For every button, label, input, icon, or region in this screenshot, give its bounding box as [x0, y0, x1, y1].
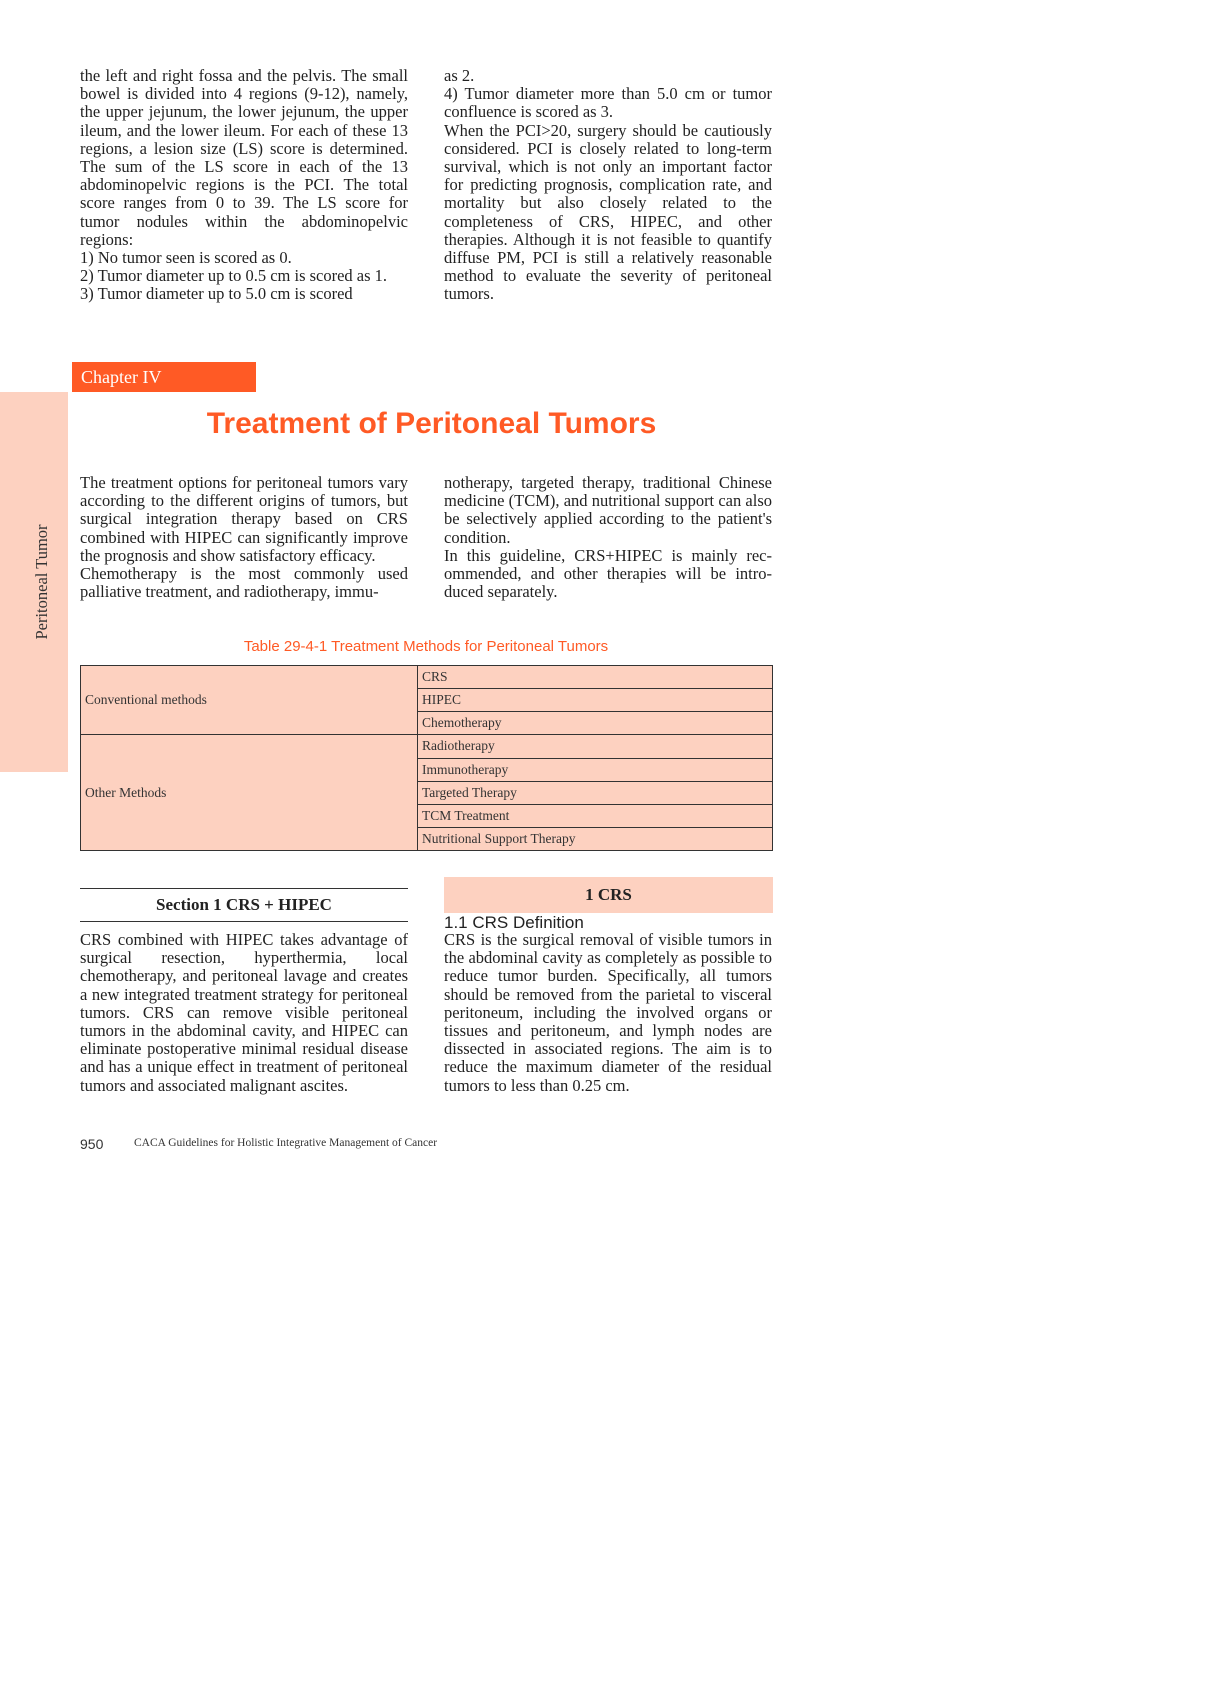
- table-cell: Targeted Therapy: [418, 781, 773, 804]
- page-title: Treatment of Peritoneal Tumors: [206, 407, 657, 440]
- list-item: 3) Tumor diameter up to 5.0 cm is scored: [80, 284, 353, 304]
- list-item: 4) Tumor diameter more than 5.0 cm or tumor confluence is scored as 3.: [444, 84, 772, 122]
- section-heading: Section 1 CRS + HIPEC: [80, 888, 408, 922]
- page-number: 950: [80, 1136, 104, 1152]
- table-cell: Chemotherapy: [418, 712, 773, 735]
- paragraph: Chemotherapy is the most commonly used palliative treatment, and radiotherapy, immu-: [80, 564, 408, 602]
- section1-body: [80, 931, 408, 1095]
- intro-left-column: [80, 474, 408, 601]
- paragraph: the left and right fossa and the pelvis. The small bowel is divided into 4 regions (9-12), namely, the upper jejunum, the lower jejunum, the upper ileum, and the lower ileum. For each of these 13 regions, a lesion size (LS) score is determined. The sum of the LS score in each of the 13 abdominopelvic regions is the PCI. The total score ranges from 0 to 39. The LS score for tumor nodules within the abdominopelvic regions:: [80, 66, 408, 249]
- chapter-label: Chapter IV: [72, 362, 256, 392]
- table-group-label: Other Methods: [81, 735, 418, 851]
- table-cell: TCM Treatment: [418, 804, 773, 827]
- table-cell: CRS: [418, 666, 773, 689]
- paragraph: The treatment options for peritoneal tumors vary according to the different origins of tumors, but surgical integration therapy based on CRS combined with HIPEC can significantly improve the prognosis and show satisfactory efficacy.: [80, 473, 408, 565]
- table-cell: HIPEC: [418, 689, 773, 712]
- intro-right-column: [444, 474, 772, 601]
- top-right-column: [444, 67, 772, 304]
- paragraph: CRS is the surgical removal of visible tumors in the abdominal cavity as completely as possible to reduce tumor burden. Specifically, all tumors should be removed from the parietal to visceral peritoneum, including the involved organs or tissues and peritoneum, and lymph nodes are dissected in associated regions. The aim is to reduce the maximum diameter of the residual tumors to less than 0.25 cm.: [444, 930, 772, 1095]
- paragraph: CRS combined with HIPEC takes advantage of surgical resection, hyperthermia, local chemotherapy, and peritoneal lavage and creates a new integrated treatment strategy for peritoneal tumors. CRS can remove visible peritoneal tumors in the abdominal cavity, and HIPEC can eliminate postoperative minimal residual disease and has a unique effect in treatment of peritoneal tumors and associated malignant ascites.: [80, 930, 408, 1095]
- table-caption: Table 29-4-1 Treatment Methods for Peritoneal Tumors: [243, 638, 609, 655]
- paragraph: notherapy, targeted therapy, traditional Chinese medicine (TCM), and nutritional support can also be selectively applied according to the patient's condition.: [444, 473, 772, 547]
- list-item: 2) Tumor diameter up to 0.5 cm is scored as 1.: [80, 266, 388, 286]
- crs-body: [444, 931, 772, 1095]
- paragraph: as 2.: [444, 66, 475, 85]
- crs-subheading: 1.1 CRS Definition: [444, 913, 584, 932]
- paragraph: When the PCI>20, surgery should be cautiously considered. PCI is closely related to long-term survival, which is not only an important factor for predicting prognosis, complication rate, and mortality but also closely related to the completeness of CRS, HIPEC, and other therapies. Although it is not feasible to quantify diffuse PM, PCI is still a relatively reasonable method to evaluate the severity of peritoneal tumors.: [444, 120, 772, 304]
- treatment-methods-table: [80, 665, 773, 851]
- table-cell: Radiotherapy: [418, 735, 773, 758]
- table-cell: Immunotherapy: [418, 758, 773, 781]
- paragraph: In this guideline, CRS+HIPEC is mainly recommended, and other therapies will be introduced separately.: [444, 545, 772, 602]
- table-row: [81, 666, 773, 689]
- table-cell: Nutritional Support Therapy: [418, 827, 773, 850]
- table-group-label: Conventional methods: [81, 666, 418, 735]
- table-row: [81, 735, 773, 758]
- running-title: CACA Guidelines for Holistic Integrative Management of Cancer: [134, 1137, 438, 1149]
- top-left-column: [80, 67, 408, 304]
- side-tab-label: Peritoneal Tumor: [32, 524, 51, 640]
- crs-heading: 1 CRS: [444, 877, 773, 913]
- list-item: 1) No tumor seen is scored as 0.: [80, 248, 292, 268]
